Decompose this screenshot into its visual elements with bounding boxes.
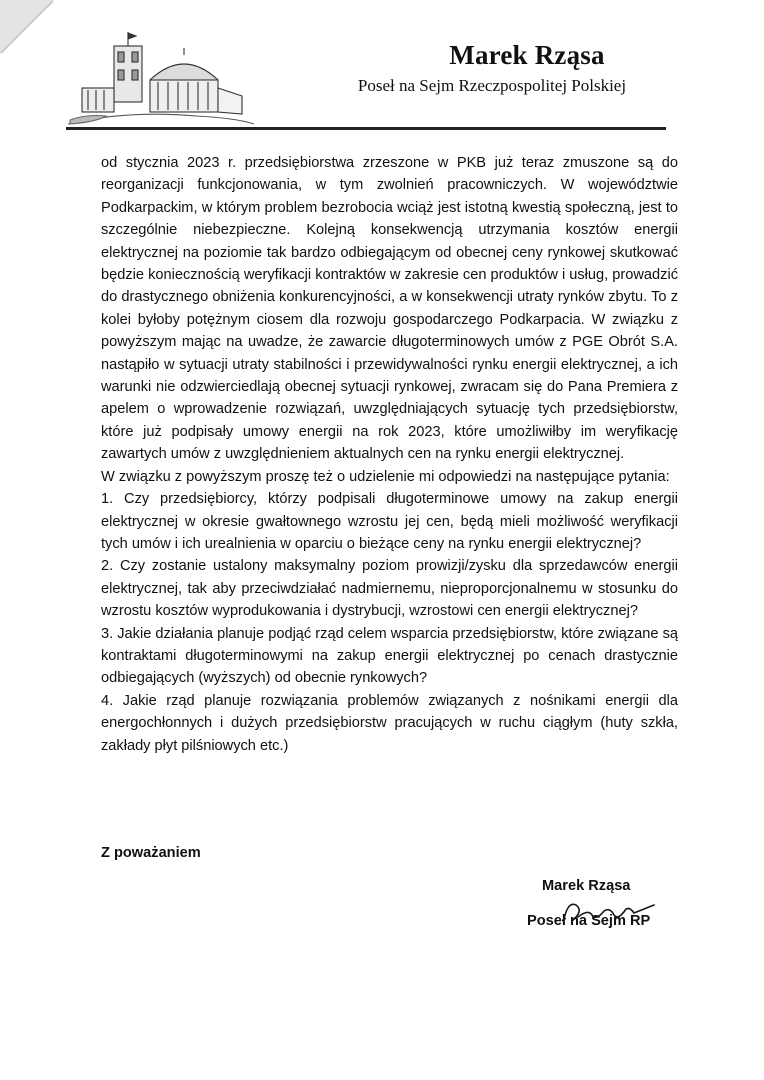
signatory-title: Poseł na Sejm RP — [527, 913, 651, 929]
closing-salutation: Z poważaniem — [101, 845, 201, 861]
question-3: 3. Jakie działania planuje podjąć rząd celem wsparcia przedsiębiorstw, które związane są kontraktami długoterminowymi na zakup energii elektrycznej po cenach drastycznie odbiegających (wyższych) od obecnie rynkowych? — [101, 625, 678, 687]
letterhead-name: Marek Rząsa — [449, 40, 605, 70]
sejm-building-icon — [66, 30, 256, 126]
letterhead — [0, 0, 764, 140]
letter-body — [101, 152, 678, 757]
paragraph-main: od stycznia 2023 r. przedsiębiorstwa zrzeszone w PKB już teraz zmuszone są do reorganizacji funkcjonowania, w tym zwolnień pracowniczych. W województwie Podkarpackim, w którym problem bezrobocia wciąż jest istotną kwestią społeczną, jest to szczególnie niebezpieczne. Kolejną konsekwencją utrzymania kosztów energii elektrycznej na poziomie tak bardzo odbiegającym od obecnej ceny rynkowej skutkować będzie koniecznością weryfikacji kontraktów w zakresie cen produktów i usług, prowadzić do drastycznego obniżenia konkurencyjności, a w konsekwencji utraty rynków zbytu. To z kolei byłoby potężnym ciosem dla rozwoju gospodarczego Podkarpacia. W związku z powyższym mając na uwadze, że zawarcie długoterminowych umów z PGE Obrót S.A. nastąpiło w sytuacji utraty stabilności i przewidywalności rynku energii elektrycznej, a ich warunki nie odzwierciedlają obecnej sytuacji rynkowej, zwracam się do Pana Premiera z apelem o wprowadzenie rozwiązań, uwzględniających sytuację tych przedsiębiorstw, które już podpisały umowy energii na rok 2023, które umożliwiłby im weryfikację zawartych umów z uwzględnieniem aktualnych cen na rynku energii elektrycznej. — [101, 155, 678, 463]
letterhead-subtitle: Poseł na Sejm Rzeczpospolitej Polskiej — [357, 76, 627, 95]
signatory-name: Marek Rząsa — [542, 878, 631, 894]
question-1: 1. Czy przedsiębiorcy, którzy podpisali długoterminowe umowy na zakup energii elektrycznej w okresie gwałtownego wzrostu jej cen, będą mieli możliwość weryfikacji tych umów i ich urealnienia w oparciu o bieżące ceny na rynku energii elektrycznej? — [101, 491, 678, 552]
paragraph-request: W związku z powyższym proszę też o udzielenie mi odpowiedzi na następujące pytania: — [101, 468, 670, 485]
question-4: 4. Jakie rząd planuje rozwiązania problemów związanych z nośnikami energii dla energochłonnych i dużych przedsiębiorstw pracujących w ruchu ciągłym (huty szkła, zakłady płyt pilśniowych etc.) — [101, 692, 678, 754]
letterhead-rule — [66, 127, 666, 130]
question-2: 2. Czy zostanie ustalony maksymalny poziom prowizji/zysku dla sprzedawców energii elektrycznej, tak aby przeciwdziałać nadmiernemu, nieproporcjonalnemu w stosunku do wzrostu kosztów wyprodukowania i dystrybucji, wzrostowi cen energii elektrycznej? — [101, 558, 678, 620]
